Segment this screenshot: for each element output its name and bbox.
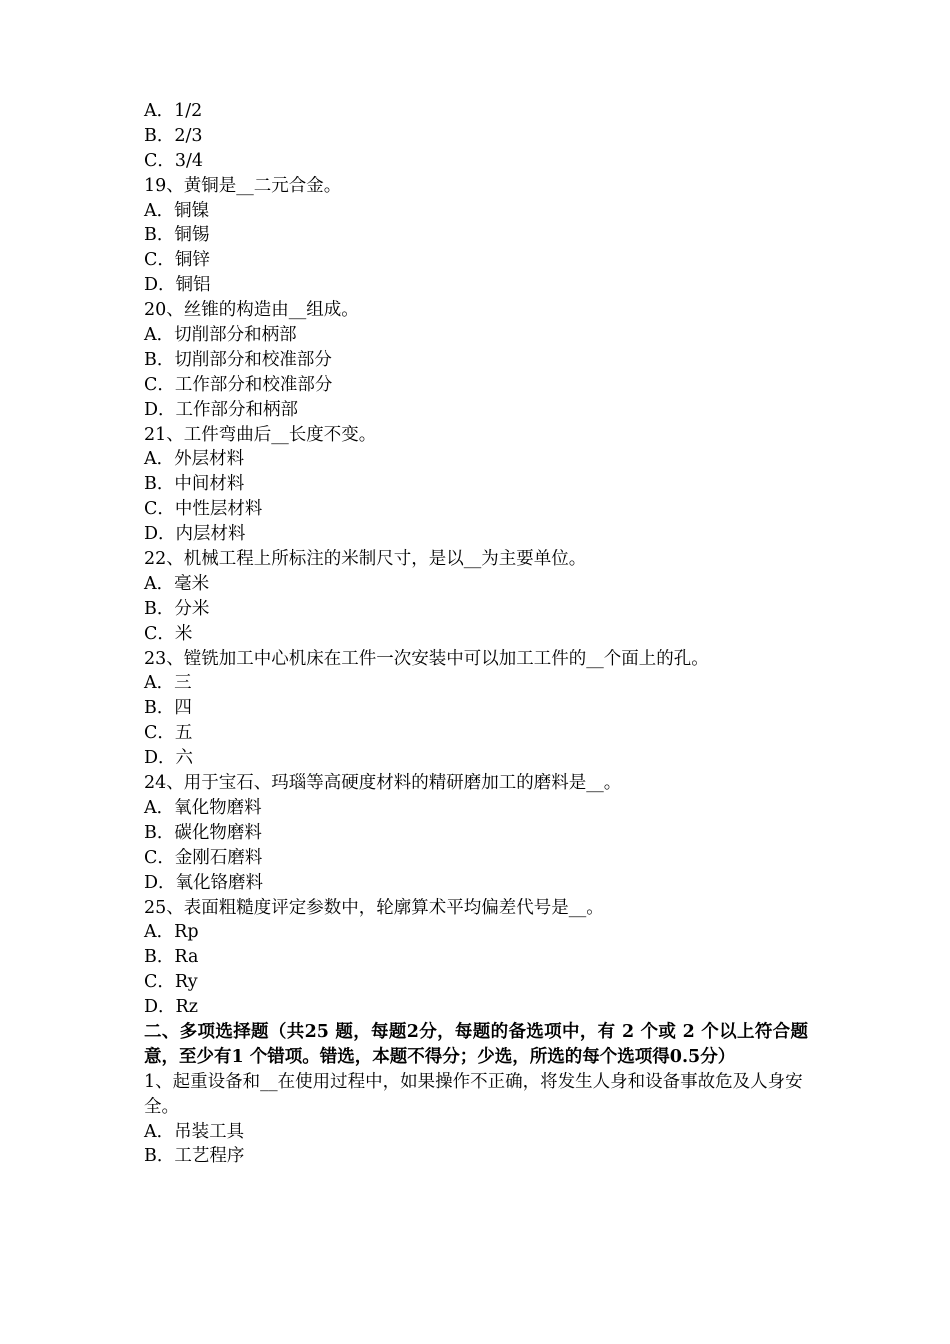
option-d-q19: D．铜铝 (144, 275, 211, 296)
question-21: 21、工件弯曲后__长度不变。 (144, 424, 377, 445)
option-a-q19: A．铜镍 (144, 200, 210, 221)
exam-page (144, 99, 808, 1169)
option-b-q24: B．碳化物磨料 (144, 822, 262, 843)
option-c-q24: C．金刚石磨料 (144, 847, 263, 868)
question-m1: 1、起重设备和__在使用过程中，如果操作不正确，将发生人身和设备事故危及人身安全。 (144, 1071, 803, 1117)
option-a-m1: A．吊装工具 (144, 1121, 245, 1142)
question-25: 25、表面粗糙度评定参数中，轮廓算术平均偏差代号是__。 (144, 897, 604, 918)
question-24: 24、用于宝石、玛瑙等高硬度材料的精研磨加工的磨料是__。 (144, 773, 622, 794)
option-c-q19: C．铜锌 (144, 250, 210, 271)
option-b-q23: B．四 (144, 698, 192, 719)
option-a-q23: A．三 (144, 673, 192, 694)
option-c-q20: C．工作部分和校准部分 (144, 374, 333, 395)
option-d-q20: D．工作部分和柄部 (144, 399, 299, 420)
option-c-q18: C．3/4 (144, 150, 204, 171)
option-a-q18: A．1/2 (144, 101, 203, 121)
option-b-q25: B．Ra (144, 947, 199, 968)
question-23: 23、镗铣加工中心机床在工件一次安装中可以加工工件的__个面上的孔。 (144, 648, 709, 669)
option-d-q23: D．六 (144, 748, 194, 769)
option-b-q19: B．铜锡 (144, 225, 210, 246)
option-b-q18: B．2/3 (144, 125, 203, 146)
option-d-q24: D．氧化铬磨料 (144, 872, 264, 893)
option-c-q25: C．Ry (144, 972, 198, 993)
option-b-q21: B．中间材料 (144, 474, 245, 495)
option-a-q22: A．毫米 (144, 573, 210, 594)
option-c-q23: C．五 (144, 723, 193, 744)
option-d-q21: D．内层材料 (144, 524, 246, 545)
option-a-q20: A．切削部分和柄部 (144, 325, 297, 346)
option-a-q21: A．外层材料 (144, 449, 245, 470)
question-22: 22、机械工程上所标注的米制尺寸，是以__为主要单位。 (144, 549, 587, 570)
option-a-q25: A．Rp (144, 922, 199, 943)
option-c-q21: C．中性层材料 (144, 499, 263, 520)
section-heading-multiple-choice: 二、多项选择题（共25 题，每题2分，每题的备选项中，有 2 个或 2 个以上符合题意，至少有1 个错项。错选，本题不得分；少选，所选的每个选项得0.5分） (144, 1021, 808, 1067)
option-b-q22: B．分米 (144, 598, 210, 619)
option-d-q25: D．Rz (144, 997, 198, 1018)
question-20: 20、丝锥的构造由__组成。 (144, 300, 359, 321)
option-c-q22: C．米 (144, 623, 193, 644)
question-19: 19、黄铜是__二元合金。 (144, 175, 342, 196)
option-b-m1: B．工艺程序 (144, 1146, 245, 1167)
option-a-q24: A．氧化物磨料 (144, 797, 262, 818)
option-b-q20: B．切削部分和校准部分 (144, 349, 332, 370)
